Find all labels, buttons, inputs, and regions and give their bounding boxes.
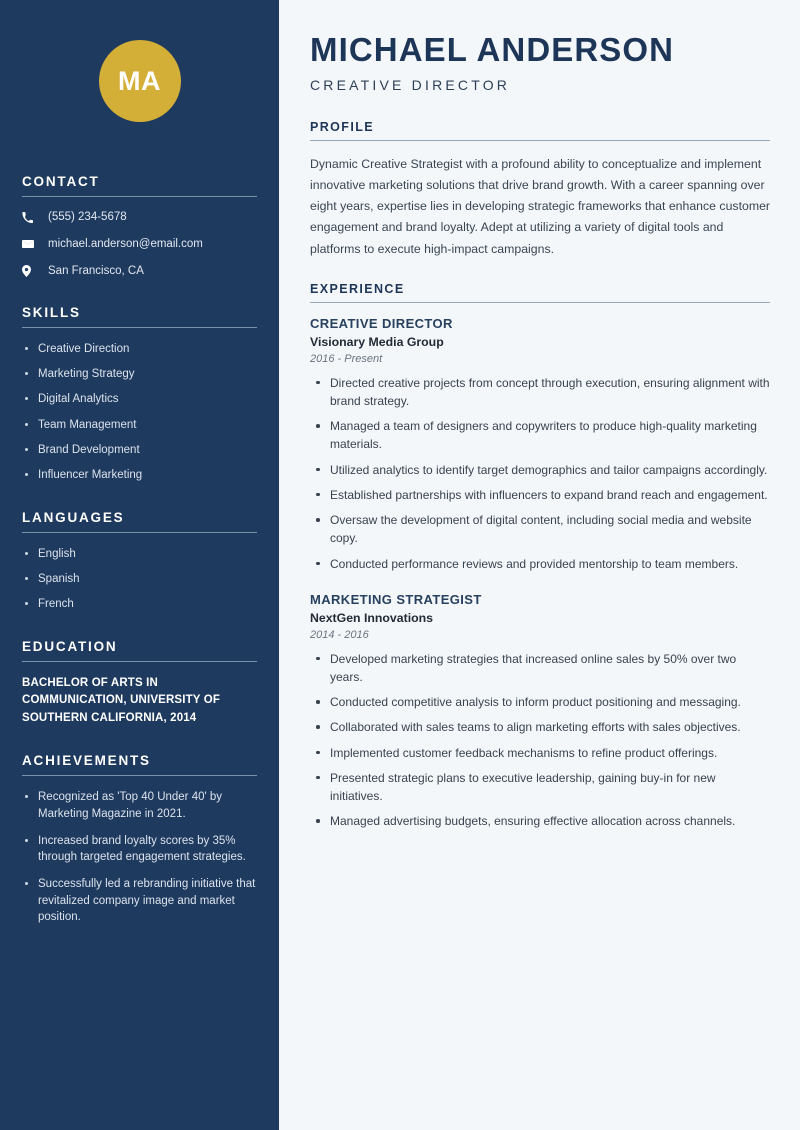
list-item: Implemented customer feedback mechanisms to refine product offerings.	[310, 744, 770, 762]
list-item: Creative Direction	[22, 341, 257, 357]
list-item: Recognized as 'Top 40 Under 40' by Marketing Magazine in 2021.	[22, 789, 257, 822]
experience-divider	[310, 302, 770, 303]
experience-entry	[310, 592, 770, 831]
avatar-initials: MA	[99, 40, 181, 122]
job-bullets	[310, 374, 770, 573]
profile-section	[310, 120, 770, 260]
achievements-heading: ACHIEVEMENTS	[22, 753, 151, 769]
contact-item-email[interactable]	[22, 237, 257, 252]
job-bullets	[310, 650, 770, 831]
job-dates: 2016 - Present	[310, 352, 383, 365]
list-item: Established partnerships with influencers to expand brand reach and engagement.	[310, 486, 770, 504]
job-company: Visionary Media Group	[310, 334, 444, 349]
languages-heading: LANGUAGES	[22, 509, 125, 525]
list-item: Managed advertising budgets, ensuring effective allocation across channels.	[310, 812, 770, 830]
job-title: MARKETING STRATEGIST	[310, 591, 482, 607]
location-pin-icon	[22, 265, 39, 277]
achievements-list	[22, 789, 257, 925]
list-item: Marketing Strategy	[22, 366, 257, 382]
languages-list	[22, 546, 257, 613]
contact-list	[22, 210, 257, 279]
contact-location-value: San Francisco, CA	[48, 264, 144, 277]
list-item: Successfully led a rebranding initiative that revitalized company image and market position.	[22, 876, 257, 925]
job-role-subtitle: CREATIVE DIRECTOR	[310, 76, 511, 93]
education-heading: EDUCATION	[22, 638, 118, 654]
experience-section	[310, 282, 770, 831]
page-title: MICHAEL ANDERSON	[310, 31, 675, 68]
education-divider	[22, 661, 257, 662]
job-company: NextGen Innovations	[310, 610, 433, 625]
languages-section	[22, 510, 257, 613]
list-item: Utilized analytics to identify target demographics and tailor campaigns accordingly.	[310, 461, 770, 479]
contact-email-value: michael.anderson@email.com	[48, 237, 203, 250]
profile-text: Dynamic Creative Strategist with a profound ability to conceptualize and implement innovative marketing solutions that drive brand growth. With a career spanning over eight years, expertise lies in developing strategic frameworks that enhance customer engagement and brand loyalty. Adept at utilizing a variety of digital tools and platforms to execute high-impact campaigns.	[310, 156, 770, 256]
envelope-icon	[22, 238, 39, 250]
list-item: Increased brand loyalty scores by 35% through targeted engagement strategies.	[22, 833, 257, 866]
profile-divider	[310, 140, 770, 141]
list-item: Presented strategic plans to executive leadership, gaining buy-in for new initiatives.	[310, 769, 770, 805]
list-item: Collaborated with sales teams to align marketing efforts with sales objectives.	[310, 718, 770, 736]
main-content	[279, 0, 800, 1130]
list-item: Conducted competitive analysis to inform product positioning and messaging.	[310, 693, 770, 711]
avatar-container	[22, 0, 257, 174]
list-item: Directed creative projects from concept through execution, ensuring alignment with brand strategy.	[310, 374, 770, 410]
list-item: Team Management	[22, 417, 257, 433]
skills-divider	[22, 327, 257, 328]
skills-section	[22, 305, 257, 484]
skills-heading: SKILLS	[22, 304, 81, 320]
education-section	[22, 639, 257, 727]
list-item: Digital Analytics	[22, 391, 257, 407]
job-dates: 2014 - 2016	[310, 628, 369, 641]
contact-section	[22, 174, 257, 279]
languages-divider	[22, 532, 257, 533]
list-item: Managed a team of designers and copywriters to produce high-quality marketing materials.	[310, 417, 770, 453]
skills-list	[22, 341, 257, 484]
phone-icon	[22, 212, 39, 223]
experience-entry	[310, 316, 770, 573]
sidebar	[0, 0, 279, 1130]
list-item: Influencer Marketing	[22, 467, 257, 483]
contact-item-location[interactable]	[22, 264, 257, 279]
experience-heading: EXPERIENCE	[310, 281, 405, 296]
list-item: Spanish	[22, 571, 257, 587]
list-item: French	[22, 596, 257, 612]
contact-phone-value: (555) 234-5678	[48, 211, 127, 223]
profile-heading: PROFILE	[310, 119, 374, 134]
list-item: Brand Development	[22, 442, 257, 458]
list-item: English	[22, 546, 257, 562]
contact-divider	[22, 196, 257, 197]
list-item: Oversaw the development of digital content, including social media and website copy.	[310, 511, 770, 547]
achievements-section	[22, 753, 257, 925]
list-item: Conducted performance reviews and provided mentorship to team members.	[310, 555, 770, 573]
job-title: CREATIVE DIRECTOR	[310, 315, 453, 331]
education-degree: BACHELOR OF ARTS IN COMMUNICATION, UNIVERSITY OF SOUTHERN CALIFORNIA, 2014	[22, 676, 220, 724]
achievements-divider	[22, 775, 257, 776]
contact-heading: CONTACT	[22, 174, 100, 189]
list-item: Developed marketing strategies that increased online sales by 50% over two years.	[310, 650, 770, 686]
contact-item-phone[interactable]	[22, 210, 257, 225]
